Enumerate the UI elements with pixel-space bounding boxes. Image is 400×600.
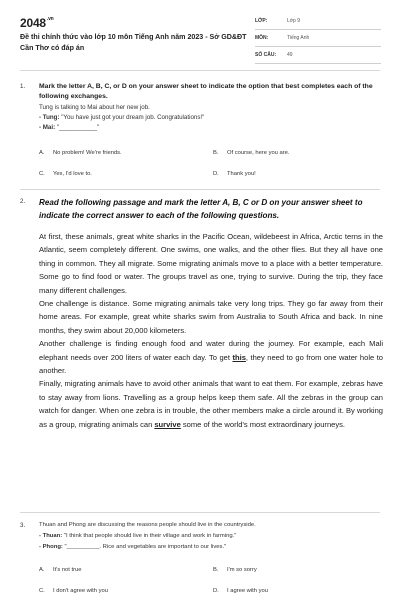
meta-value: Lớp 9 xyxy=(287,18,301,24)
option-letter: A. xyxy=(39,567,45,573)
option-text: I don't agree with you xyxy=(53,588,108,594)
highlighted-word: this xyxy=(232,352,246,362)
logo-text: 2048 xyxy=(20,16,46,30)
logo-suffix: .vn xyxy=(46,16,54,22)
passage-text: Finally, migrating animals have to avoid other animals that want to eat them. For example, zebras have to stay away from lions. Travelling as a group helps keep them safe. All the zebras in the group can watch for danger. When one zebra is in trouble, the other members make a circle around it. By working as a group, migrating animals can xyxy=(39,379,383,429)
meta-row-subject xyxy=(255,30,381,47)
option-text: I'm so sorry xyxy=(227,567,257,573)
dialogue-line xyxy=(39,124,99,132)
option-letter: D. xyxy=(213,171,219,177)
passage-paragraph xyxy=(39,337,383,377)
highlighted-word: survive xyxy=(154,419,181,429)
page-header xyxy=(0,0,400,66)
meta-row-class xyxy=(255,13,381,30)
reading-passage xyxy=(39,230,383,431)
answer-option-b[interactable] xyxy=(213,150,290,156)
dialogue-text: "___________" xyxy=(55,124,100,131)
meta-value: Tiếng Anh xyxy=(287,35,310,41)
dialogue-line xyxy=(39,533,236,539)
option-text: No problem! We're friends. xyxy=(53,150,122,156)
dialogue-line xyxy=(39,114,204,122)
question-divider xyxy=(20,189,380,190)
question-number: 3. xyxy=(20,522,26,529)
question-instruction: Mark the letter A, B, C, or D on your answer sheet to indicate the option that best completes each of the following exchanges. xyxy=(39,83,373,100)
meta-label: MÔN: xyxy=(255,35,269,41)
option-letter: B. xyxy=(213,567,219,573)
passage-paragraph: One challenge is distance. Some migrating animals take very long trips. They go far away from their home areas. For example, great white sharks swim from Australia to South Africa and back. In nine months, they swim about 20,000 kilometers. xyxy=(39,299,383,335)
speaker-name: - Mai: xyxy=(39,124,56,131)
answer-option-c[interactable] xyxy=(39,588,108,594)
question-context: Tung is talking to Mai about her new job. xyxy=(39,104,150,111)
answer-option-a[interactable] xyxy=(39,567,82,573)
option-text: I agree with you xyxy=(227,588,268,594)
option-letter: D. xyxy=(213,588,219,594)
option-text: Thank you! xyxy=(227,171,256,177)
dialogue-text: "__________. Rice and vegetables are important to our lives." xyxy=(62,544,227,550)
question-number: 1. xyxy=(20,83,26,90)
header-divider xyxy=(20,70,380,71)
option-letter: C. xyxy=(39,171,45,177)
option-letter: C. xyxy=(39,588,45,594)
speaker-name: - Tung: xyxy=(39,114,60,121)
page-title: Đề thi chính thức vào lớp 10 môn Tiếng Anh năm 2023 - Sở GD&ĐT Cần Thơ có đáp án xyxy=(20,33,247,52)
meta-value: 49 xyxy=(287,52,293,58)
question-instruction: Read the following passage and mark the letter A, B, C or D on your answer sheet to indicate the correct answer to each of the following questions. xyxy=(39,198,363,221)
passage-text: some of the world's most extraordinary journeys. xyxy=(180,419,345,429)
question-number: 2. xyxy=(20,198,26,205)
meta-label: LỚP: xyxy=(255,18,268,24)
dialogue-text: "You have just got your dream job. Congratulations!" xyxy=(59,114,205,121)
option-letter: B. xyxy=(213,150,219,156)
speaker-name: - Phong: xyxy=(39,544,63,550)
answer-option-d[interactable] xyxy=(213,588,268,594)
question-divider xyxy=(20,512,380,513)
passage-paragraph: At first, these animals, great white sharks in the Pacific Ocean, wildebeest in Africa, Arctic terns in the Atlantic, seem completely different. One swims, one walks, and the other flies. But they all have one thing in common. They all migrate. Some migrating animals move to a place with a better temperature. Some go to find food or water. The groups travel as one, trying to survive. During the trip, they face many different challenges. xyxy=(39,232,383,295)
option-text: It's not true xyxy=(53,567,82,573)
passage-text: , they need to go from one water hole to another. xyxy=(39,352,384,376)
dialogue-line xyxy=(39,544,226,550)
exam-meta-table xyxy=(255,13,381,64)
answer-option-d[interactable] xyxy=(213,171,256,177)
site-logo[interactable] xyxy=(20,16,54,30)
speaker-name: - Thuan: xyxy=(39,533,63,539)
passage-paragraph xyxy=(39,377,383,431)
answer-option-c[interactable] xyxy=(39,171,92,177)
option-letter: A. xyxy=(39,150,45,156)
answer-option-a[interactable] xyxy=(39,150,122,156)
dialogue-text: "I think that people should live in their village and work in farming." xyxy=(62,533,237,539)
passage-text: Another challenge is finding enough food and water during the journey. For example, each Mali elephant needs over 200 liters of water each day. To get xyxy=(39,339,383,362)
question-context: Thuan and Phong are discussing the reasons people should live in the countryside. xyxy=(39,522,256,528)
option-text: Of course, here you are. xyxy=(227,150,290,156)
answer-option-b[interactable] xyxy=(213,567,257,573)
meta-row-question-count xyxy=(255,47,381,64)
option-text: Yes, I'd love to. xyxy=(53,171,92,177)
meta-label: SỐ CÂU: xyxy=(255,52,277,58)
